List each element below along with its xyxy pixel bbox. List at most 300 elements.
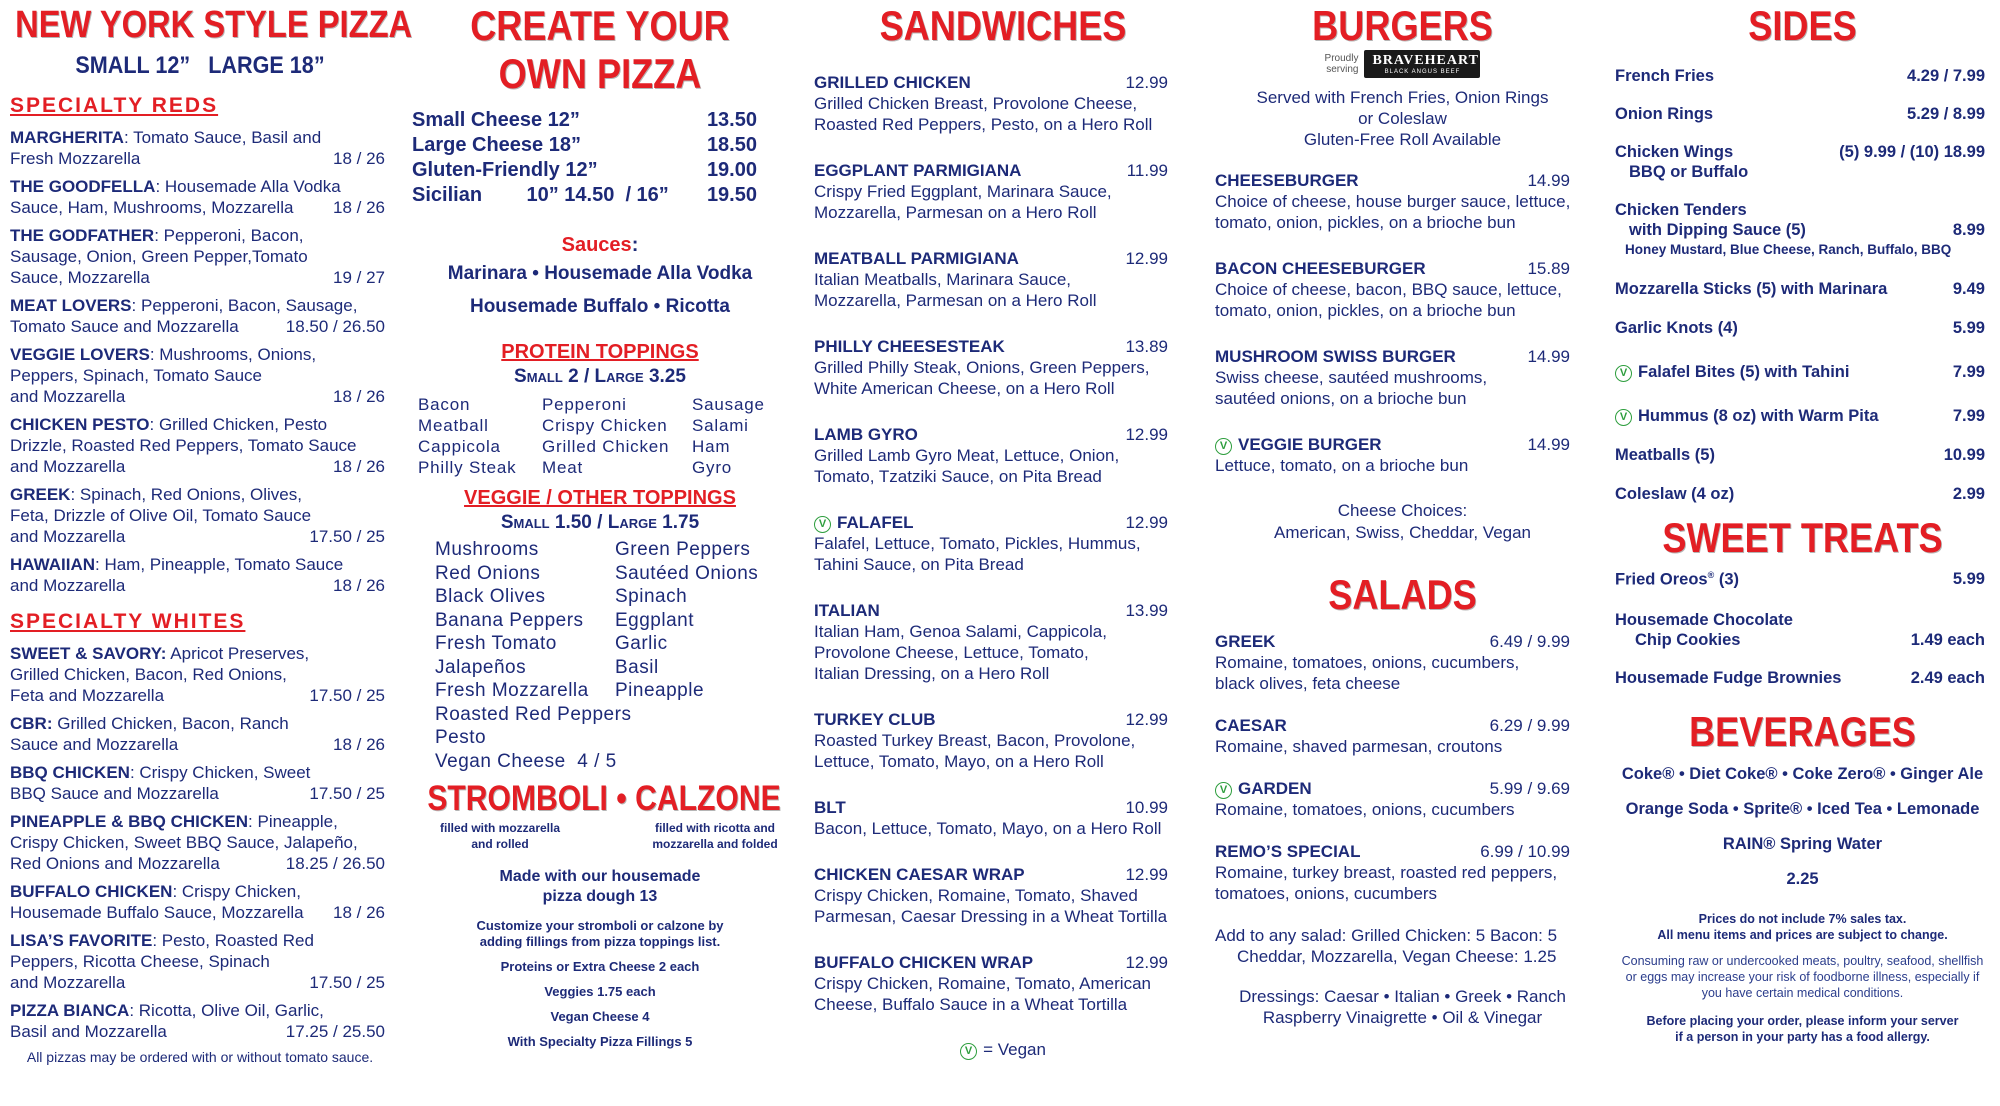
consumer-advisory-line: Consuming raw or undercooked meats, poultry, seafood, shellfish (1621, 953, 1984, 968)
pizza-desc: : Mushrooms, Onions, (149, 344, 317, 364)
menu-item-price: 13.89 (1125, 337, 1168, 357)
pizza-item-line (10, 344, 385, 365)
menu-item-header (814, 512, 1178, 533)
bev-line-1: Coke® • Diet Coke® • Coke Zero® • Ginger Ale (1621, 764, 1984, 783)
sandwich-item (814, 424, 1178, 487)
filling-price-line: With Specialty Pizza Fillings 5 (507, 1033, 693, 1049)
pizza-item (10, 643, 385, 706)
side-item (1615, 362, 1985, 382)
menu-item-desc: Romaine, shaved parmesan, croutons (1215, 737, 1503, 757)
sandwiches-title: SANDWICHES (879, 2, 1127, 49)
pizza-item-line (10, 713, 385, 734)
side-price: 9.49 (1952, 280, 1985, 299)
side-name: Onion Rings (1615, 105, 1714, 124)
pizza-item-last-line (10, 902, 385, 923)
menu-item-desc: Italian Ham, Genoa Salami, Cappicola, (814, 622, 1107, 642)
menu-item-desc: Cheese, Buffalo Sauce in a Wheat Tortilla (814, 995, 1128, 1015)
pizza-desc-line: Sausage, Onion, Green Pepper,Tomato (10, 246, 308, 266)
menu-item-desc: Mozzarella, Parmesan on a Hero Roll (814, 203, 1097, 223)
sauces-colon: : (631, 234, 639, 257)
menu-item-desc: tomato, onion, pickles, on a brioche bun (1215, 301, 1516, 321)
base-price-row (412, 183, 757, 208)
protein-topping: Cappicola (418, 437, 501, 457)
pizza-item-line (10, 881, 385, 902)
protein-topping: Philly Steak (418, 458, 517, 478)
menu-item-price: 14.99 (1527, 435, 1570, 455)
menu-item-desc: Romaine, tomatoes, onions, cucumbers, (1215, 653, 1520, 673)
addon-line-1: Add to any salad: Grilled Chicken: 5 Bacon: 5 (1215, 926, 1558, 946)
pizza-name: MARGHERITA (10, 127, 124, 147)
pizza-desc-line: Housemade Buffalo Sauce, Mozzarella (10, 902, 304, 922)
veggie-topping: Pesto (435, 727, 487, 749)
pizza-item-last-line (10, 575, 385, 596)
pizza-name: HAWAIIAN (10, 554, 95, 574)
vegan-leaf-icon: V (1215, 438, 1232, 455)
side-price: 5.29 / 8.99 (1907, 105, 1985, 124)
menu-item-desc: Tomato, Tzatziki Sauce, on Pita Bread (814, 467, 1102, 487)
dressings-line-1: Dressings: Caesar • Italian • Greek • Ranch (1239, 987, 1566, 1007)
base-price-value: 19.00 (706, 159, 757, 182)
veggie-topping: Green Peppers (615, 539, 751, 561)
pizza-sizes: SMALL 12” LARGE 18” (75, 51, 325, 79)
dough-line-2: pizza dough 13 (542, 887, 658, 905)
pizza-item-line (10, 1000, 385, 1021)
menu-item-desc: Crispy Chicken, Romaine, Tomato, American (814, 974, 1151, 994)
proudly-serving (1325, 53, 1359, 75)
menu-item-desc: Provolone Cheese, Lettuce, Tomato, (814, 643, 1089, 663)
protein-topping: Gyro (692, 458, 733, 478)
veggie-topping: Black Olives (435, 586, 546, 608)
menu-item-name-wrap (814, 797, 846, 818)
protein-topping: Pepperoni (542, 395, 627, 415)
menu-item-desc: Crispy Fried Eggplant, Marinara Sauce, (814, 182, 1112, 202)
base-price-row (412, 158, 757, 183)
veggie-topping: Sautéed Onions (615, 562, 759, 584)
side-price: 2.99 (1952, 485, 1985, 504)
pizza-desc-line: Feta, Drizzle of Olive Oil, Tomato Sauce (10, 505, 312, 525)
pizza-price: 18 / 26 (333, 197, 385, 217)
calzone-note: filled with ricotta and mozzarella and folded (652, 820, 778, 851)
menu-item-header (1215, 841, 1580, 862)
pizza-desc-line: Basil and Mozzarella (10, 1021, 167, 1041)
pizza-price: 18 / 26 (333, 386, 385, 406)
side-name: Meatballs (5) (1615, 446, 1715, 465)
sauces-heading: Sauces (561, 234, 632, 257)
column-burgers-salads (1215, 0, 1590, 1106)
protein-grid (418, 394, 790, 478)
menu-item-name: GREEK (1215, 632, 1276, 652)
veggie-column-left (435, 538, 632, 773)
menu-item-header (1215, 170, 1580, 191)
menu-item-name: VEGGIE BURGER (1238, 435, 1382, 455)
menu-item-header (814, 160, 1178, 181)
sweet-treats-title: SWEET TREATS (1662, 514, 1943, 562)
side-price: 7.99 (1952, 407, 1985, 426)
protein-topping: Sausage (692, 395, 765, 415)
pizza-price: 18.50 / 26.50 (285, 316, 385, 336)
burger-item (1215, 170, 1580, 233)
cookies-price: 1.49 each (1910, 630, 1985, 649)
side-item-row (1615, 220, 1985, 240)
menu-item-header (814, 797, 1178, 818)
base-price-value: 18.50 (706, 134, 757, 157)
side-price: 4.29 / 7.99 (1907, 67, 1985, 86)
fillings-list (410, 959, 790, 1049)
consumer-advisory (1615, 953, 1990, 1001)
vegan-leaf-icon: V (1615, 409, 1632, 426)
pizza-desc: : Pepperoni, Bacon, Sausage, (131, 295, 358, 315)
pizza-desc-line: Sauce and Mozzarella (10, 734, 179, 754)
pizza-item (10, 127, 385, 169)
specialty-reds-heading: SPECIALTY REDS (10, 93, 219, 117)
salads-title: SALADS (1328, 571, 1477, 619)
veggie-topping: Garlic (615, 633, 668, 655)
side-price: 10.99 (1943, 446, 1985, 465)
pizza-item-line (10, 127, 385, 148)
cheese-list: American, Swiss, Cheddar, Vegan (1273, 523, 1532, 543)
sauces-line-2: Housemade Buffalo • Ricotta (469, 296, 731, 318)
menu-item-name: MEATBALL PARMIGIANA (814, 249, 1019, 269)
side-sub: BBQ or Buffalo (1629, 163, 1749, 182)
pizza-name: PINEAPPLE & BBQ CHICKEN (10, 811, 249, 831)
menu-item-desc: Romaine, turkey breast, roasted red peppers, (1215, 863, 1558, 883)
pizza-desc-line: Sauce, Ham, Mushrooms, Mozzarella (10, 197, 294, 217)
protein-topping: Ham (692, 437, 731, 457)
base-price-value: 19.50 (706, 184, 757, 207)
brownies-name: Housemade Fudge Brownies (1615, 668, 1842, 687)
side-name-wrap (1615, 406, 1879, 426)
side-name: Chicken Wings (1615, 143, 1734, 162)
pizza-item-line (10, 484, 385, 505)
protein-topping: Meatball (418, 416, 489, 436)
menu-item-price: 12.99 (1125, 513, 1168, 533)
create-title-line2: OWN PIZZA (498, 50, 702, 98)
pizza-price: 17.50 / 25 (309, 526, 385, 546)
menu-item-price: 15.89 (1527, 259, 1570, 279)
base-price-value: 13.50 (706, 109, 757, 132)
menu-item-header (1215, 715, 1580, 736)
burger-item (1215, 258, 1580, 321)
allergy-note (1615, 1013, 1990, 1045)
menu-item-price: 6.29 / 9.99 (1489, 716, 1570, 736)
proudly-text: Proudly (1324, 53, 1359, 65)
pizza-desc-line: Crispy Chicken, Sweet BBQ Sauce, Jalapeño, (10, 832, 358, 852)
pizza-desc: : Pineapple, (248, 811, 338, 831)
pizza-item (10, 1000, 385, 1042)
menu-item-header (1215, 346, 1580, 367)
pizza-desc: Grilled Chicken, Bacon, Ranch (52, 713, 289, 733)
menu-item-name: BLT (814, 798, 846, 818)
pizza-desc: : Ricotta, Olive Oil, Garlic, (129, 1000, 324, 1020)
pizza-name: GREEK (10, 484, 71, 504)
protein-heading: PROTEIN TOPPINGS (501, 341, 699, 364)
sandwich-item (814, 336, 1178, 399)
protein-topping: Bacon (418, 395, 471, 415)
tax-note (1615, 911, 1990, 943)
base-price-list (412, 108, 757, 208)
served-line: Served with French Fries, Onion Rings (1256, 88, 1549, 108)
pizza-name: CHICKEN PESTO (10, 414, 150, 434)
bev-line-3: RAIN® Spring Water (1722, 834, 1883, 853)
specialty-whites-heading: SPECIALTY WHITES (10, 609, 246, 633)
base-price-label: Sicilian 10” 14.50 / 16” (412, 184, 669, 207)
stromboli-title: STROMBOLI • CALZONE (427, 779, 781, 819)
brownies-row (1615, 669, 1985, 688)
sandwich-item (814, 512, 1178, 575)
pizza-price: 18.25 / 26.50 (285, 853, 385, 873)
menu-item-name: FALAFEL (837, 513, 914, 533)
side-item-row (1615, 66, 1985, 86)
menu-item-desc: Mozzarella, Parmesan on a Hero Roll (814, 291, 1097, 311)
vegan-leaf-icon: V (814, 516, 831, 533)
menu-item-name: MUSHROOM SWISS BURGER (1215, 347, 1456, 367)
menu-item-name: ITALIAN (814, 601, 880, 621)
menu-item-price: 12.99 (1125, 953, 1168, 973)
sandwich-item (814, 600, 1178, 684)
pizza-item-line (10, 225, 385, 246)
cheese-heading: Cheese Choices: (1337, 501, 1468, 521)
menu-item-desc: sautéed onions, on a brioche bun (1215, 389, 1467, 409)
menu-item-name: TURKEY CLUB (814, 710, 936, 730)
pizza-price: 17.50 / 25 (309, 685, 385, 705)
fried-oreos-name: Fried Oreos® (3) (1615, 570, 1740, 589)
menu-item-desc: Swiss cheese, sautéed mushrooms, (1215, 368, 1488, 388)
menu-item-name-wrap (1215, 258, 1426, 279)
protein-column (692, 394, 782, 478)
menu-item-desc: Bacon, Lettuce, Tomato, Mayo, on a Hero Roll (814, 819, 1162, 839)
menu-item-name-wrap (814, 600, 880, 621)
menu-item-header (814, 336, 1178, 357)
menu-item-price: 14.99 (1527, 347, 1570, 367)
braveheart-brand (1215, 50, 1590, 78)
menu-item-name-wrap (1215, 778, 1312, 799)
veggie-topping: Basil (615, 656, 659, 678)
pizza-item-line (10, 811, 385, 832)
pizza-item-last-line (10, 267, 385, 288)
pizza-item-last-line (10, 456, 385, 477)
salad-item (1215, 841, 1580, 904)
salad-addons (1215, 925, 1590, 967)
pizza-desc: Apricot Preserves, (166, 643, 310, 663)
base-price-row (412, 108, 757, 133)
menu-item-price: 12.99 (1125, 73, 1168, 93)
pizza-item (10, 295, 385, 337)
side-item-row (1615, 200, 1985, 220)
side-name: Hummus (8 oz) with Warm Pita (1638, 407, 1879, 426)
menu-item-name: CHICKEN CAESAR WRAP (814, 865, 1025, 885)
pizza-desc-line: Feta and Mozzarella (10, 685, 165, 705)
menu-item-desc: Grilled Lamb Gyro Meat, Lettuce, Onion, (814, 446, 1120, 466)
beverages (1615, 764, 1990, 889)
tax-line-1: Prices do not include 7% sales tax. (1698, 911, 1907, 926)
vegan-leaf-icon: V (1615, 365, 1632, 382)
salad-list (1215, 631, 1580, 904)
pizza-price: 17.50 / 25 (309, 972, 385, 992)
pizza-item (10, 484, 385, 547)
menu-item-name-wrap (814, 336, 1005, 357)
ny-pizza-title: NEW YORK STYLE PIZZA (15, 4, 413, 46)
sandwich-item (814, 248, 1178, 311)
veggie-heading: VEGGIE / OTHER TOPPINGS (464, 487, 736, 510)
menu-item-desc: Italian Meatballs, Marinara Sauce, (814, 270, 1072, 290)
protein-topping: Meat (542, 458, 583, 478)
sauces-heading-wrap (410, 234, 790, 257)
menu-item-desc: Lettuce, Tomato, Mayo, on a Hero Roll (814, 752, 1104, 772)
base-price-label: Gluten-Friendly 12” (412, 159, 598, 182)
brownies-price: 2.49 each (1910, 668, 1985, 687)
braveheart-logo-text: BRAVEHEART (1372, 53, 1479, 69)
cookies-name: Housemade Chocolate Chip Cookies (1615, 610, 1793, 649)
pizza-item-line (10, 554, 385, 575)
menu-item-desc: Lettuce, tomato, on a brioche bun (1215, 456, 1469, 476)
menu-item-desc: Crispy Chicken, Romaine, Tomato, Shaved (814, 886, 1138, 906)
sandwich-item (814, 709, 1178, 772)
side-name-wrap (1615, 279, 1887, 299)
pizza-price: 18 / 26 (333, 575, 385, 595)
pizza-item-last-line (10, 386, 385, 407)
pizza-name: BBQ CHICKEN (10, 762, 130, 782)
create-title-line1: CREATE YOUR (470, 2, 730, 49)
veggie-topping: Spinach (615, 586, 688, 608)
veggie-grid (435, 538, 790, 773)
side-name: Falafel Bites (5) with Tahini (1638, 363, 1850, 382)
pizza-name: SWEET & SAVORY: (10, 643, 167, 663)
serving-text: serving (1326, 64, 1359, 76)
base-price-label: Large Cheese 18” (412, 134, 581, 157)
protein-topping: Grilled Chicken (542, 437, 670, 457)
side-name-wrap (1615, 362, 1849, 382)
sandwich-item (814, 160, 1178, 223)
salad-item (1215, 778, 1580, 820)
veggie-topping: Eggplant (615, 609, 695, 631)
menu-item-price: 6.99 / 10.99 (1480, 842, 1570, 862)
menu-item-desc: Grilled Philly Steak, Onions, Green Peppers, (814, 358, 1150, 378)
veggie-topping: Roasted Red Peppers (435, 703, 632, 725)
consumer-advisory-line: or eggs may increase your risk of foodborne illness, especially if (1625, 969, 1980, 984)
menu-item-header (814, 72, 1178, 93)
menu-item-name: GARDEN (1238, 779, 1312, 799)
protein-topping: Crispy Chicken (542, 416, 668, 436)
bev-line-2: Orange Soda • Sprite® • Iced Tea • Lemonade (1625, 799, 1980, 818)
pizza-name: THE GOODFELLA (10, 176, 156, 196)
pizza-price: 18 / 26 (333, 902, 385, 922)
side-name-wrap (1615, 445, 1715, 465)
pizza-name: CBR: (10, 713, 53, 733)
tax-line-2: All menu items and prices are subject to change. (1657, 927, 1948, 942)
menu-item-desc: tomatoes, onions, cucumbers (1215, 884, 1438, 904)
sandwich-list (814, 72, 1178, 1015)
served-with (1215, 87, 1590, 150)
stromboli-note: filled with mozzarella and rolled (439, 820, 561, 851)
base-price-row (412, 133, 757, 158)
menu-item-name-wrap (814, 248, 1019, 269)
pizza-item (10, 762, 385, 804)
menu-item-price: 13.99 (1125, 601, 1168, 621)
side-name: Garlic Knots (4) (1615, 319, 1738, 338)
sweets-list (1615, 570, 1985, 688)
menu-item-desc: White American Cheese, on a Hero Roll (814, 379, 1115, 399)
pizza-item-line (10, 643, 385, 664)
pizza-item (10, 414, 385, 477)
menu-item-header (1215, 631, 1580, 652)
menu-item-desc: Parmesan, Caesar Dressing in a Wheat Tortilla (814, 907, 1168, 927)
tenders-sauces: Honey Mustard, Blue Cheese, Ranch, Buffalo, BBQ (1625, 242, 1952, 258)
pizza-desc-line: and Mozzarella (10, 972, 126, 992)
menu-item-price: 12.99 (1125, 425, 1168, 445)
menu-item-name-wrap (1215, 170, 1359, 191)
menu-item-name: REMO’S SPECIAL (1215, 842, 1361, 862)
dressings-line-2: Raspberry Vinaigrette • Oil & Vinegar (1262, 1008, 1543, 1028)
menu-item-name-wrap (814, 952, 1033, 973)
menu-item-header (814, 248, 1178, 269)
pizza-item-last-line (10, 734, 385, 755)
veggie-topping: Jalapeños (435, 656, 527, 678)
menu-item-name-wrap (1215, 841, 1360, 862)
pizza-name: VEGGIE LOVERS (10, 344, 150, 364)
side-item (1615, 318, 1985, 338)
dough-line-1: Made with our housemade (499, 867, 701, 885)
side-sub: with Dipping Sauce (5) (1629, 221, 1806, 240)
menu-item-name: CAESAR (1215, 716, 1287, 736)
side-item (1615, 66, 1985, 86)
menu-item-price: 10.99 (1125, 798, 1168, 818)
pizza-desc-line: and Mozzarella (10, 575, 126, 595)
pizza-price: 17.25 / 25.50 (285, 1021, 385, 1041)
burgers-title: BURGERS (1312, 2, 1493, 49)
pizza-item (10, 930, 385, 993)
pizza-desc-line: and Mozzarella (10, 456, 126, 476)
addon-line-2: Cheddar, Mozzarella, Vegan Cheese: 1.25 (1237, 947, 1557, 967)
column-create-pizza (410, 0, 790, 1106)
menu-item-name-wrap (1215, 631, 1275, 652)
menu-item-price: 14.99 (1527, 171, 1570, 191)
menu-item-name-wrap (814, 72, 971, 93)
protein-topping: Salami (692, 416, 749, 436)
veggie-topping: Red Onions (435, 562, 541, 584)
filling-price-line: Vegan Cheese 4 (550, 1008, 650, 1024)
vegan-leaf-icon: V (960, 1043, 977, 1060)
side-item (1615, 200, 1985, 260)
pizza-price: 18 / 26 (333, 734, 385, 754)
pizza-desc-line: Drizzle, Roasted Red Peppers, Tomato Sauce (10, 435, 357, 455)
pizza-item (10, 881, 385, 923)
side-item (1615, 484, 1985, 504)
allergy-line-1: Before placing your order, please inform your server (1646, 1013, 1959, 1028)
pizza-name: BUFFALO CHICKEN (10, 881, 173, 901)
filling-price-line: Proteins or Extra Cheese 2 each (500, 958, 700, 974)
pizza-item (10, 713, 385, 755)
pizza-name: THE GODFATHER (10, 225, 155, 245)
menu-item-price: 11.99 (1126, 161, 1168, 181)
stromboli-notes (410, 820, 790, 852)
pizza-desc: : Pesto, Roasted Red (152, 930, 314, 950)
veggie-topping: Banana Peppers (435, 609, 584, 631)
pizza-item (10, 344, 385, 407)
pizza-item-line (10, 414, 385, 435)
pizza-desc-line: Sauce, Mozzarella (10, 267, 150, 287)
pizza-item-last-line (10, 685, 385, 706)
veggie-prices: Small 1.50 / Large 1.75 (500, 512, 700, 534)
pizza-name: MEAT LOVERS (10, 295, 132, 315)
menu-item-name-wrap (814, 424, 918, 445)
served-line: Gluten-Free Roll Available (1303, 130, 1502, 150)
menu-item-desc: black olives, feta cheese (1215, 674, 1401, 694)
menu-item-header (814, 709, 1178, 730)
pizza-name: PIZZA BIANCA (10, 1000, 130, 1020)
pizza-desc-line: Red Onions and Mozzarella (10, 853, 220, 873)
protein-column (418, 394, 542, 478)
veggie-topping: Vegan Cheese 4 / 5 (435, 750, 617, 772)
